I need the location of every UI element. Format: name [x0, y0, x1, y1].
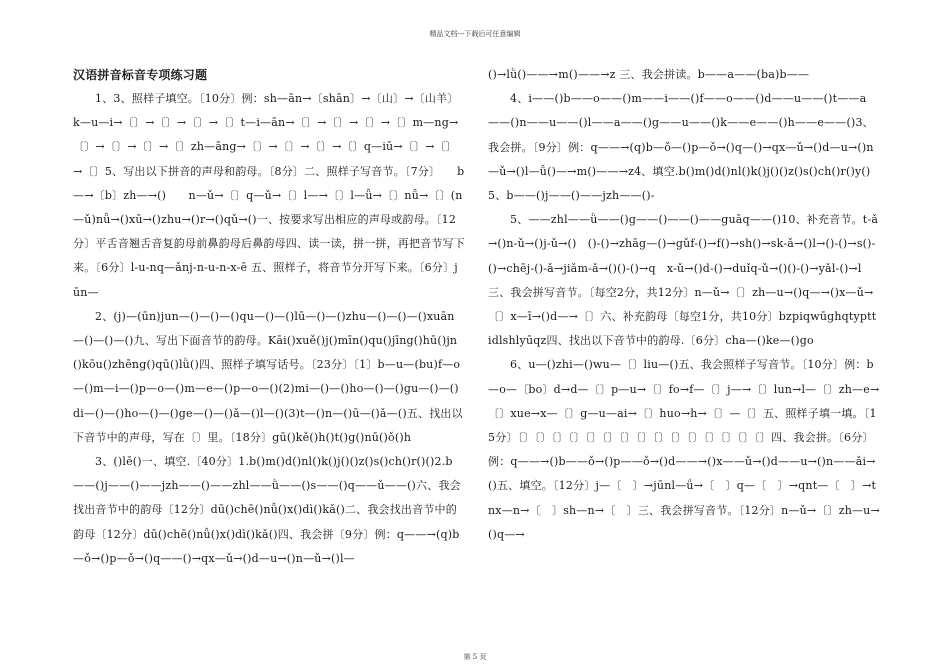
- exercise-paragraph: ()→lǜ()——→m()——→z 三、我会拼读。b——a——(ba)b——: [488, 68, 810, 81]
- exercise-paragraph: 5、——zhl——ǜ——()g——()——()——guāq——()10、补充音节。t-ǎ→()n-ǔ→()j-ǔ→() ()-()→zhāg—()→gǔf-()→f()→sh()→sk-ǎ→()l→()-()→s()-()→chēj-()-ǎ→jiǎm-ǎ→()()-()→q x-ǔ→()d-()→duǐq-ǔ→()()-()→yǎl-()→l 三、我会拼写音节。〔每空2分，共12分〕n—ǔ→〔〕zh—u→()q—→()x—ǔ→〔〕x—ī→()d—→〔〕六、补充韵母〔每空1分，共10分〕bzpiqwūghqtypttidlshlyūqz四、找出以下音节中的韵母.〔6分〕cha—()ke—()go: [488, 213, 879, 348]
- exercise-paragraph: 6、u—()zhi—()wu—〔〕liu—()五、我会照样子写音节。〔10分〕例：b—o—〔bo〕d→d—〔〕p—u→〔〕fo→f—〔〕j—→〔〕lun→l—〔〕zh—e→〔〕xue→x—〔〕g—u—ai→〔〕huo→h→〔〕—〔〕五、照样子填一填。〔15分〕〔〕〔〕〔〕〔〕〔〕〔〕〔〕〔〕〔〕〔〕〔〕〔〕〔〕〔〕〔〕四、我会拼。〔6分〕例：q——→()b——ǒ→()p——ǒ→()d——→()x——ǔ→()d——u→()n——ǎi→()五、填空。〔12分〕j—〔 〕→jūnl—ǘ→〔 〕q—〔 〕→qnt—〔 〕→tnx—n→〔 〕sh—n→〔 〕三、我会拼写音节。〔12分〕n—ǔ→〔〕zh—u→()q—→: [488, 358, 880, 541]
- exercise-paragraph: 3、()lē()一、填空.〔40分〕1.b()m()d()nl()k()j()()z()s()ch()r()()2.b——()j——()——jzh——()——zhl——ǜ——()s——()q——ǔ——()六、我会找出音节中的韵母〔12分〕dū()chē()nǚ()x()dì()kǎ()二、我会找出音节中的韵母〔12分〕dū()chē()nǚ()x()dì()kǎ()四、我会拼〔9分〕例：q——→(q)b—ǒ→()p—ǒ→()q——()→qx—ǔ→()d—u→()n—ǔ→()l—: [73, 455, 461, 565]
- right-column: [488, 63, 880, 547]
- exercise-paragraph: 4、i——()b——o——()m——i——()f——o——()d——u——()t——a——()n——u——()l——a——()g——u——()k——e——()h——e——()3、我会拼。〔9分〕例：q——→(q)b—ǒ—()p—ǒ→()q—()→qx—ǔ→()d—u→()n—ǔ→()l—ǚ()—→m()——→z4、填空.b()m()d()nl()k()j()()z()s()ch()r()y()5、b——()j——()——jzh——()-: [488, 92, 874, 203]
- page-footer: 第 5 页: [463, 653, 487, 661]
- left-column: [73, 63, 465, 571]
- page-header: 精品文档---下载后可任意编辑: [429, 30, 521, 38]
- document-title: 汉语拼音标音专项练习题: [73, 68, 208, 82]
- exercise-paragraph: 1、3、照样子填空。〔10分〕例：sh—ān→〔shān〕→〔山〕→〔山羊〕k—u—i→〔〕→〔〕→〔〕→〔〕t—i—ān→〔〕→〔〕→〔〕→〔〕m—ng→〔〕→〔〕→〔〕→〔〕zh—āng→〔〕→〔〕→〔〕→〔〕q—iū→〔〕→〔〕→〔〕5、写出以下拼音的声母和韵母。〔8分〕二、照样子写音节。〔7分〕 b—→〔b〕zh—→() n—ǔ→〔〕q—ǔ→〔〕l—→〔〕l—ǚ→〔〕nǚ→〔〕(n—ǔ)nǚ→()xū→()zhu→()r→()qǔ→()一、按要求写出相应的声母或韵母。〔12分〕平舌音翘舌音复韵母前鼻韵母后鼻韵母四、读一读，拼一拼，再把音节写下来。〔6分〕l-u-nq—ǎnj-n-u-n-x-ē 五、照样子，将音节分开写下来。〔6分〕jūn—: [73, 92, 465, 299]
- exercise-paragraph: 2、(j)—(ūn)jun—()—()—()qu—()—()lū—()—()zhu—()—()—()xuān—()—()—()九、写出下面音节的韵母。Kāi()xuě()j()mīn()qu()jīng()hū()jn()kōu()zhēng()qū()lǜ()四、照样子填写话号。〔23分〕〔1〕b—u—(bu)f—o—()m—i—()p—o—()m—e—()p—o—()(2)mi—()—()ho—()—()gu—()—()di—()—()ho—()—()ge—()—()ǎ—()l—()(3)t—()n—()ū—()ǎ—()五、找出以下音节中的声母，写在〔〕里。〔18分〕gū()kě()h()t()g()nū()ǒ()h: [73, 309, 463, 444]
